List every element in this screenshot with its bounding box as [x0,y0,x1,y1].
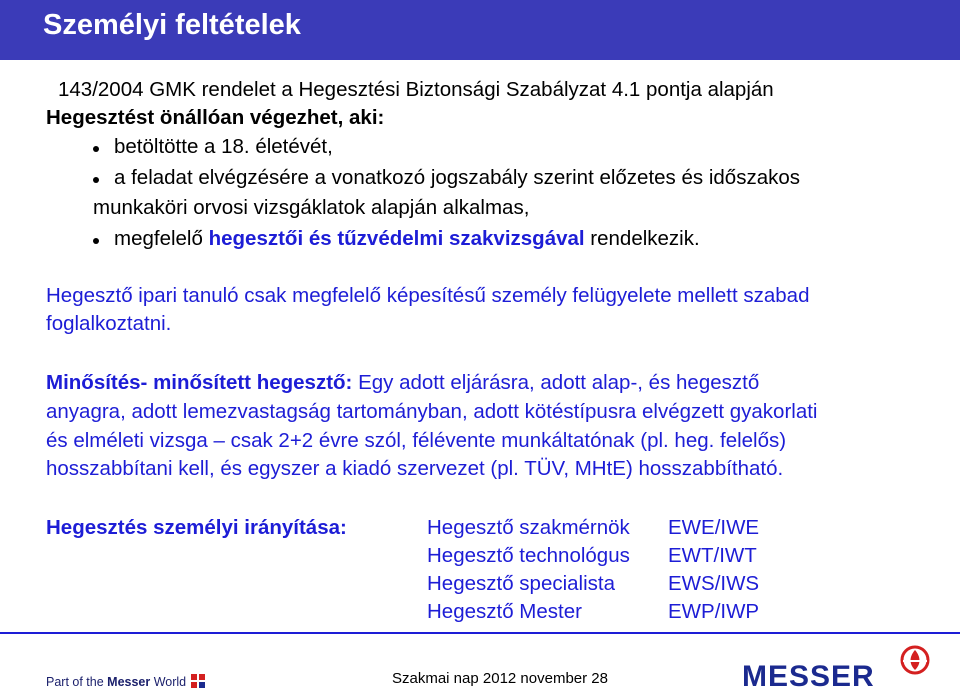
messer-logo-text: MESSER [742,660,875,691]
qualification-line2: anyagra, adott lemezvastagság tartományban, adott kötéstípusra elvégzett gyakorlati [46,400,818,423]
footer-tagline-prefix: Part of the [46,675,108,689]
bullet-icon [93,177,99,183]
apprentice-line2: foglalkoztatni. [46,312,172,335]
role-name: Hegesztő specialista [427,572,616,595]
footer-tagline-strong: Messer [107,675,151,689]
role-name: Hegesztő szakmérnök [427,516,630,539]
bullet-icon [93,238,99,244]
bullet-age: betöltötte a 18. életévét, [114,135,333,158]
bullet-exam-prefix: megfelelő [114,227,209,250]
footer-tagline [46,674,186,690]
qualification-line3: és elméleti vizsga – csak 2+2 évre szól, félévente munkáltatónak (pl. heg. felelős) [46,429,787,452]
messer-flame-icon [900,645,930,675]
messer-logo [742,645,932,690]
bullet-medical-line2: munkaköri orvosi vizsgáklatok alapján alkalmas, [93,196,530,219]
qualification-line1 [46,370,759,396]
intro-text: 143/2004 GMK rendelet a Hegesztési Biztonsági Szabályzat 4.1 pontja alapján [58,78,774,101]
personnel-label: Hegesztés személyi irányítása: [46,516,347,539]
footer-divider [0,632,960,634]
role-name: Hegesztő technológus [427,544,630,567]
role-code: EWT/IWT [668,544,757,567]
slide-title: Személyi feltételek [43,9,301,41]
subheading: Hegesztést önállóan végezhet, aki: [46,106,385,129]
footer-event: Szakmai nap 2012 november 28 [392,670,608,687]
role-code: EWE/IWE [668,516,760,539]
qualification-line4: hosszabbítani kell, és egyszer a kiadó szervezet (pl. TÜV, MHtE) hosszabbítható. [46,457,784,480]
bullet-medical-line1: a feladat elvégzésére a vonatkozó jogszabály szerint előzetes és időszakos [114,166,801,189]
role-code: EWP/IWP [668,600,760,623]
bullet-exam-bold: hegesztői és tűzvédelmi szakvizsgával [208,227,585,250]
qualification-label: Minősítés- minősített hegesztő: [46,371,353,394]
bullet-exam [114,226,700,252]
footer-tagline-suffix: World [150,675,187,689]
bullet-exam-suffix: rendelkezik. [584,227,700,250]
title-bar [0,0,960,60]
role-code: EWS/IWS [668,572,760,595]
messer-world-mark-icon [191,674,205,688]
apprentice-line1: Hegesztő ipari tanuló csak megfelelő képesítésű személy felügyelete mellett szabad [46,284,810,307]
bullet-icon [93,146,99,152]
role-name: Hegesztő Mester [427,600,582,623]
qualification-line1-rest: Egy adott eljárásra, adott alap-, és hegesztő [352,371,760,394]
